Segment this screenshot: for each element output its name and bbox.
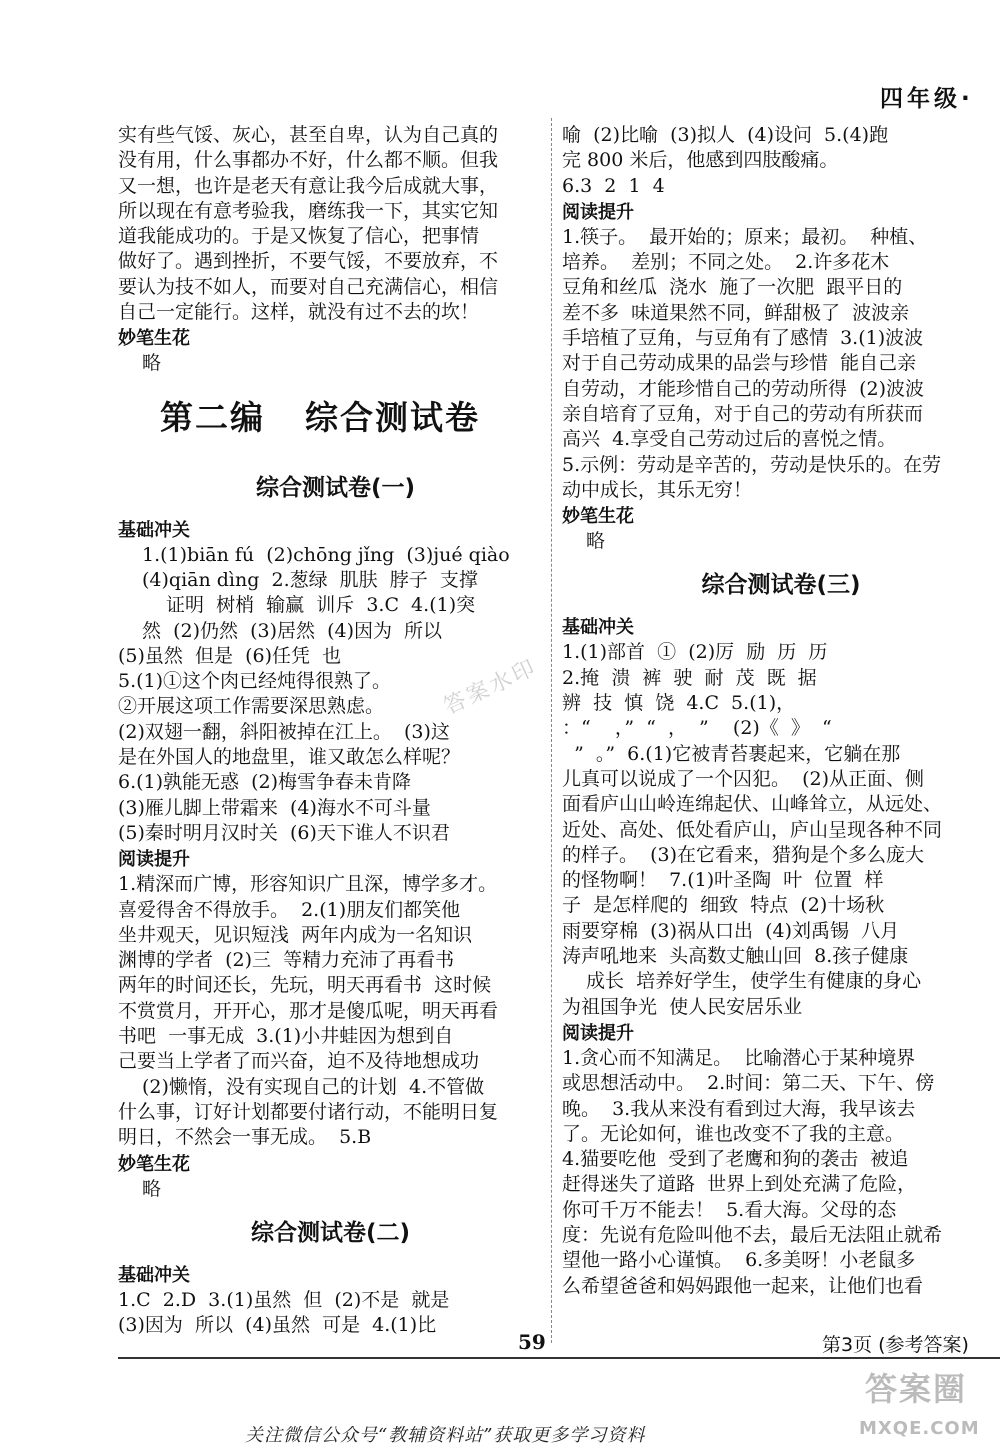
answer-line: 己要当上学者了而兴奋，迫不及待地想成功 [118, 1050, 480, 1073]
logo-url: MXQE.COM [859, 1418, 980, 1439]
answer-line: 雨要穿棉 (3)祸从口出 (4)刘禹锡 八月 [562, 919, 900, 942]
answer-line: 差不多 味道果然不同，鲜甜极了 波波亲 [562, 301, 910, 324]
part-title [118, 377, 543, 457]
answer-line: 为祖国争光 使人民安居乐业 [562, 995, 803, 1018]
answer-line: ” 。” 6.(1)它被青苔裹起来，它躺在那 [562, 742, 901, 765]
answer-line: 完 800 米后，他感到四肢酸痛。 [562, 149, 839, 172]
answer-line: 1.贪心而不知满足。 比喻潜心于某种境界 [562, 1046, 916, 1069]
page-label: 第3页 (参考答案) [822, 1334, 969, 1356]
section-heading: 阅读提升 [562, 1022, 634, 1044]
answer-line: 子 是怎样爬的 细致 特点 (2)十场秋 [562, 894, 885, 917]
answer-line: 培养。 差别；不同之处。 2.许多花木 [562, 251, 890, 274]
answer-line: 什么事，订好计划都要付诸行动，不能明日复 [118, 1100, 499, 1123]
test-title: 综合测试卷(二) [250, 1219, 411, 1246]
answer-line: (3)雁儿脚上带霜来 (4)海水不可斗量 [118, 796, 431, 819]
answer-line: 动中成长，其乐无穷！ [562, 478, 753, 501]
answer-block [118, 872, 543, 1150]
answer-line: (5)秦时明月汉时关 (6)天下谁人不识君 [118, 821, 450, 844]
section-heading: 阅读提升 [562, 201, 634, 223]
answer-line: 你可千万不能去！ 5.看大海。父母的态 [562, 1198, 897, 1221]
answer-line: ：“ ，” “ ， ” (2)《 》 “ [562, 717, 832, 740]
answer-line: 做好了。遇到挫折，不要气馁，不要放弃，不 [118, 250, 499, 273]
answer-line: 自劳动，才能珍惜自己的劳动所得 (2)波波 [562, 377, 924, 400]
answer-line: 坐井观天，见识短浅 两年内成为一名知识 [118, 923, 473, 946]
answer-line: 然 (2)仍然 (3)居然 (4)因为 所以 [142, 619, 443, 642]
answer-block [118, 1288, 543, 1339]
grade-header: 四年级· [880, 86, 974, 112]
answer-line: 高兴 4.享受自己劳动过后的喜悦之情。 [562, 428, 897, 451]
answer-line: 涛声吼地来 头高数丈触山回 8.孩子健康 [562, 945, 909, 968]
answer-line: 6.(1)孰能无惑 (2)梅雪争春未肯降 [118, 771, 412, 794]
answer-line: 2.掩 溃 裤 驶 耐 茂 既 据 [562, 666, 817, 689]
answer-line: (3)因为 所以 (4)虽然 可是 4.(1)比 [118, 1314, 437, 1337]
intro-paragraph [118, 123, 543, 325]
answer-line: 1.(1)biān fú (2)chōng jǐng (3)jué qiào [142, 543, 510, 566]
answer-line: 1.C 2.D 3.(1)虽然 但 (2)不是 就是 [118, 1288, 450, 1311]
answer-line: 的怪物啊！ 7.(1)叶圣陶 叶 位置 样 [562, 869, 884, 892]
answer-block [562, 1046, 1000, 1299]
answer-line: 喜爱得舍不得放手。 2.(1)朋友们都笑他 [118, 898, 461, 921]
answer-line: 证明 树梢 输赢 训斥 3.C 4.(1)突 [166, 594, 476, 617]
answer-line: 实有些气馁、灰心，甚至自卑，认为自己真的 [118, 124, 499, 146]
part-title-label: 第二编 [160, 397, 265, 437]
omitted-answer: 略 [142, 1177, 162, 1200]
answer-line: 么希望爸爸和妈妈跟他一起来，让他们也看 [562, 1274, 924, 1297]
answer-line: (4)qiān dìng 2.葱绿 肌肤 脖子 支撑 [142, 568, 478, 591]
answer-line: 1.(1)部首 ① (2)厉 励 历 历 [562, 641, 828, 664]
answer-block [562, 225, 1000, 503]
answer-line: 明日，不然会一事无成。 5.B [118, 1126, 372, 1149]
answer-line: 1.筷子。 最开始的；原来；最初。 种植、 [562, 225, 928, 248]
omitted-answer: 略 [586, 530, 606, 553]
answer-line: 道我能成功的。于是又恢复了信心，把事情 [118, 225, 480, 248]
answer-line: 辨 技 慎 饶 4.C 5.(1)， [562, 692, 796, 715]
section-heading: 妙笔生花 [562, 506, 634, 528]
logo-text: 答案圈 [865, 1370, 968, 1408]
answer-line: 是在外国人的地盘里，谁又敢怎么样呢？ [118, 746, 461, 769]
omitted-answer: 略 [142, 352, 162, 375]
test-title: 综合测试卷(三) [701, 572, 861, 599]
footer-rule [118, 1357, 1000, 1359]
answer-line: 没有用，什么事都办不好，什么都不顺。但我 [118, 149, 499, 172]
answer-line: 5.示例：劳动是辛苦的，劳动是快乐的。在劳 [562, 453, 942, 476]
answer-line: 近处、高处、低处看庐山，庐山呈现各种不同 [562, 818, 943, 841]
answer-line: (2)双翅一翻，斜阳被掉在江上。 (3)这 [118, 720, 450, 743]
answer-line: (2)懒惰，没有实现自己的计划 4.不管做 [142, 1075, 485, 1098]
watermark: 答案水印 [440, 654, 542, 720]
answer-line: 喻 (2)比喻 (3)拟人 (4)设问 5.(4)跑 [562, 124, 889, 146]
answer-line: 所以现在有意考验我，磨练我一下，其实它知 [118, 199, 499, 222]
answer-line: 不赏赏月，开开心，那才是傻瓜呢，明天再看 [118, 999, 499, 1022]
test-title: 综合测试卷(一) [255, 474, 416, 501]
part-title-name: 综合测试卷 [305, 397, 480, 437]
page-number: 59 [518, 1330, 546, 1354]
answer-line: 1.精深而广博，形容知识广且深，博学多才。 [118, 873, 498, 896]
answer-line: 儿真可以说成了一个囚犯。 (2)从正面、侧 [562, 767, 924, 790]
answer-line: 亲自培育了豆角，对于自己的劳动有所获而 [562, 402, 924, 425]
answer-line: 对于自己劳动成果的品尝与珍惜 能自己亲 [562, 352, 917, 375]
answer-line: 又一想，也许是老天有意让我今后成就大事， [118, 174, 499, 197]
left-column [118, 123, 543, 1338]
answer-line: 书吧 一事无成 3.(1)小井蛙因为想到自 [118, 1025, 454, 1048]
section-heading: 阅读提升 [118, 849, 190, 871]
answer-line: 或思想活动中。 2.时间：第二天、下午、傍 [562, 1072, 935, 1095]
answer-line: 要认为技不如人，而要对自己充满信心，相信 [118, 275, 499, 298]
answer-line: ②开展这项工作需要深思熟虑。 [118, 695, 385, 718]
answer-line: (5)虽然 但是 (6)任凭 也 [118, 644, 342, 667]
answer-line: 赶得迷失了道路 世界上到处充满了危险， [562, 1173, 917, 1196]
answer-line: 度：先说有危险叫他不去，最后无法阻止就希 [562, 1223, 943, 1246]
answer-line: 6.3 2 1 4 [562, 174, 665, 197]
answer-block [562, 640, 1000, 1019]
answer-line: 望他一路小心谨慎。 6.多美呀！小老鼠多 [562, 1249, 916, 1272]
footer-note: 关注微信公众号“教辅资料站”获取更多学习资料 [245, 1425, 646, 1446]
answer-line: 4.猫要吃他 受到了老鹰和狗的袭击 被追 [562, 1148, 909, 1171]
section-heading: 基础冲关 [118, 1264, 190, 1286]
answer-line: 渊博的学者 (2)三 等精力充沛了再看书 [118, 949, 455, 972]
answer-line: 两年的时间还长，先玩，明天再看书 这时候 [118, 974, 492, 997]
site-logo [855, 1360, 1000, 1450]
answer-line: 成长 培养好学生，使学生有健康的身心 [586, 970, 922, 993]
section-heading: 基础冲关 [562, 617, 634, 639]
right-column [562, 123, 1000, 1299]
answer-line: 的样子。 (3)在它看来，猎狗是个多么庞大 [562, 843, 924, 866]
answer-line: 自己一定能行。这样，就没有过不去的坎！ [118, 301, 480, 324]
answer-line: 晚。 3.我从来没有看到过大海，我早该去 [562, 1097, 916, 1120]
section-heading: 妙笔生花 [118, 1153, 190, 1175]
answer-line: 手培植了豆角，与豆角有了感情 3.(1)波波 [562, 327, 924, 350]
answer-line: 面看庐山山岭连绵起伏、山峰耸立，从远处、 [562, 793, 943, 816]
answer-line: 了。无论如何，谁也改变不了我的主意。 [562, 1122, 905, 1145]
answer-line: 5.(1)①这个肉已经炖得很熟了。 [118, 670, 392, 693]
answer-line: 豆角和丝瓜 浇水 施了一次肥 跟平日的 [562, 276, 903, 299]
answer-block [562, 123, 1000, 199]
section-heading: 妙笔生花 [118, 328, 190, 350]
column-divider [551, 118, 552, 1343]
section-heading: 基础冲关 [118, 519, 190, 541]
